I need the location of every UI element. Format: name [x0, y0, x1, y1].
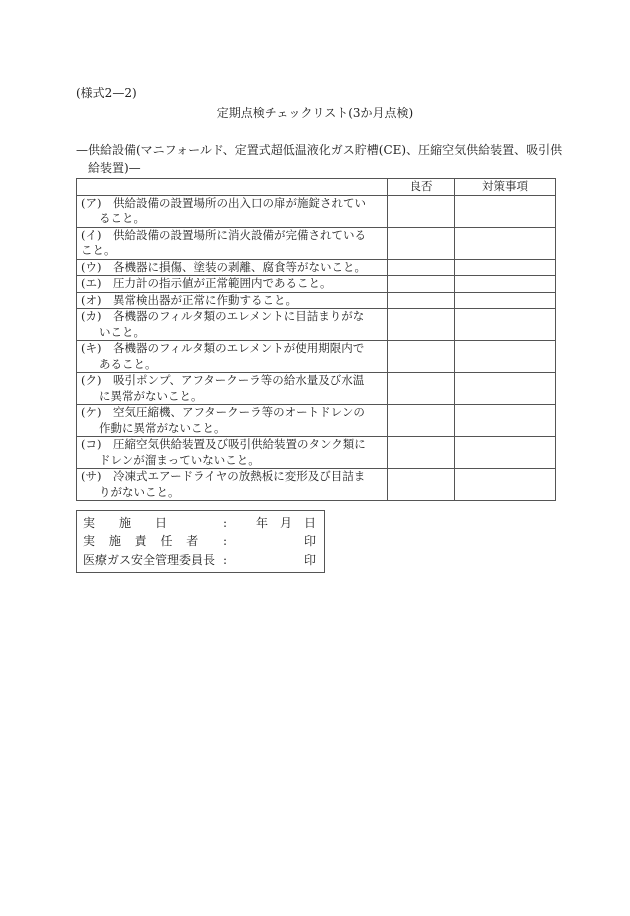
countermeasure-cell[interactable] [455, 292, 556, 309]
header-item [77, 179, 388, 196]
committee-chair-row [83, 551, 316, 569]
check-item-line: ドレンが溜まっていないこと。 [99, 452, 260, 467]
check-item-line: (ク) 吸引ポンプ、アフタークーラ等の給水量及び水温 [81, 373, 365, 387]
check-item [77, 309, 388, 341]
table-row [77, 405, 556, 437]
pass-fail-cell[interactable] [388, 292, 455, 309]
checklist-table [76, 178, 556, 501]
table-row [77, 341, 556, 373]
countermeasure-cell[interactable] [455, 437, 556, 469]
table-row [77, 469, 556, 501]
countermeasure-cell[interactable] [455, 227, 556, 259]
pass-fail-cell[interactable] [388, 276, 455, 293]
pass-fail-cell[interactable] [388, 195, 455, 227]
person-colon: : [223, 534, 228, 548]
check-item [77, 195, 388, 227]
check-item [77, 292, 388, 309]
table-header-row [77, 179, 556, 196]
check-item [77, 437, 388, 469]
header-pass-fail: 良否 [388, 179, 455, 196]
pass-fail-cell[interactable] [388, 437, 455, 469]
pass-fail-cell[interactable] [388, 373, 455, 405]
countermeasure-cell[interactable] [455, 259, 556, 276]
chair-seal[interactable]: 印 [303, 553, 316, 567]
check-item-line: (サ) 冷凍式エアードライヤの放熱板に変形及び目詰ま [81, 469, 366, 483]
check-item-line: (キ) 各機器のフィルタ類のエレメントが使用期限内で [81, 341, 365, 355]
table-row [77, 373, 556, 405]
table-row [77, 195, 556, 227]
person-seal[interactable]: 印 [303, 534, 316, 548]
check-item-line: (コ) 圧縮空気供給装置及び吸引供給装置のタンク類に [81, 437, 366, 451]
check-item-line: に異常がないこと。 [99, 388, 203, 403]
date-field[interactable]: 年 月 日 [255, 516, 316, 530]
pass-fail-cell[interactable] [388, 309, 455, 341]
chair-label: 医療ガス安全管理委員長 [83, 553, 216, 567]
check-item-line: いこと。 [99, 324, 145, 339]
form-number: (様式2—2) [76, 86, 137, 100]
pass-fail-cell[interactable] [388, 341, 455, 373]
date-label: 実 施 日 [83, 516, 168, 530]
check-item [77, 276, 388, 293]
table-row [77, 227, 556, 259]
countermeasure-cell[interactable] [455, 276, 556, 293]
implementation-date-row [83, 514, 316, 532]
responsible-person-row [83, 532, 316, 550]
check-item [77, 227, 388, 259]
pass-fail-cell[interactable] [388, 227, 455, 259]
pass-fail-cell[interactable] [388, 469, 455, 501]
check-item-line: (イ) 供給設備の設置場所に消火設備が完備されている [81, 227, 366, 242]
page-title: 定期点検チェックリスト(3か月点検) [216, 106, 414, 120]
header-countermeasure: 対策事項 [455, 179, 556, 196]
check-item-line: りがないこと。 [99, 484, 180, 499]
check-item-line: こと。 [81, 243, 116, 257]
countermeasure-cell[interactable] [455, 341, 556, 373]
signature-box [76, 510, 325, 573]
countermeasure-cell[interactable] [455, 195, 556, 227]
date-colon: : [223, 516, 228, 530]
countermeasure-cell[interactable] [455, 405, 556, 437]
check-item-line: (ア) 供給設備の設置場所の出入口の扉が施錠されてい [81, 195, 366, 210]
check-item-line: あること。 [99, 356, 157, 371]
check-item-line: (エ) 圧力計の指示値が正常範囲内であること。 [81, 276, 332, 290]
check-item [77, 469, 388, 501]
table-row [77, 276, 556, 293]
countermeasure-cell[interactable] [455, 309, 556, 341]
check-item [77, 405, 388, 437]
check-item-line: ること。 [99, 211, 145, 225]
pass-fail-cell[interactable] [388, 405, 455, 437]
check-item [77, 373, 388, 405]
table-row [77, 259, 556, 276]
table-row [77, 309, 556, 341]
check-item [77, 259, 388, 276]
person-label: 実 施 責 任 者 [83, 534, 204, 548]
chair-colon: : [223, 553, 228, 567]
section-heading-line: —供給設備(マニフォールド、定置式超低温液化ガス貯槽(CE)、圧縮空気供給装置、吸引供 [76, 143, 563, 157]
table-row [77, 437, 556, 469]
countermeasure-cell[interactable] [455, 469, 556, 501]
table-row [77, 292, 556, 309]
pass-fail-cell[interactable] [388, 259, 455, 276]
check-item-line: (オ) 異常検出器が正常に作動すること。 [81, 292, 297, 307]
countermeasure-cell[interactable] [455, 373, 556, 405]
check-item-line: (ケ) 空気圧縮機、アフタークーラ等のオートドレンの [81, 405, 365, 419]
section-heading [76, 141, 566, 177]
check-item [77, 341, 388, 373]
check-item-line: (カ) 各機器のフィルタ類のエレメントに目詰まりがな [81, 309, 365, 323]
check-item-line: (ウ) 各機器に損傷、塗装の剥離、腐食等がないこと。 [81, 259, 366, 274]
section-heading-line: 給装置)— [88, 161, 141, 175]
check-item-line: 作動に異常がないこと。 [99, 420, 226, 435]
